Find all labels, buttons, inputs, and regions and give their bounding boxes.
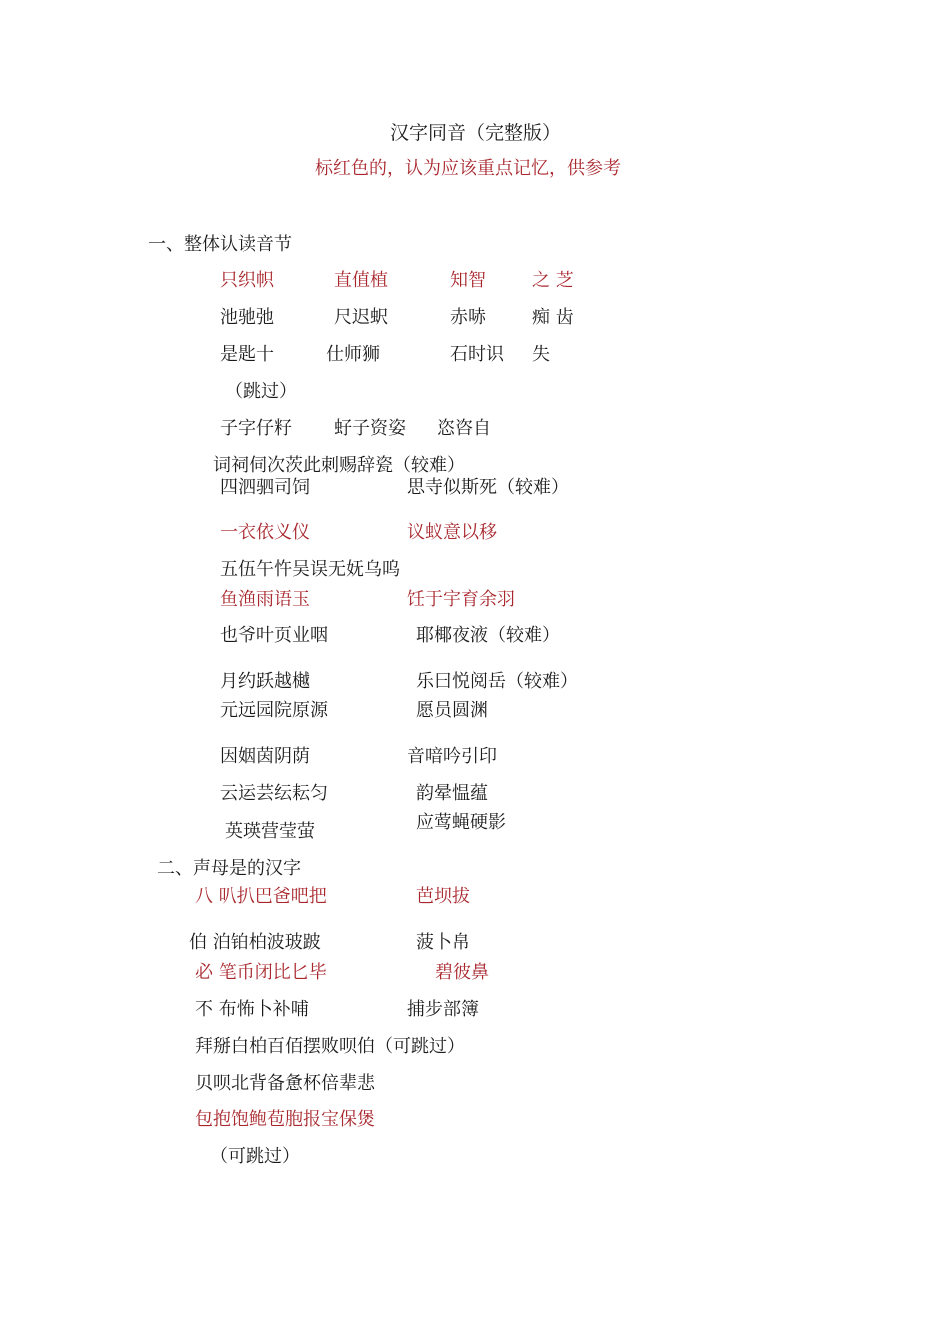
page-subtitle: 标红色的，认为应该重点记忆，供参考: [315, 158, 621, 179]
text-line: 芭坝拔: [416, 886, 470, 907]
text-line: （可跳过）: [210, 1146, 300, 1167]
text-line: 必 笔币闭比匕毕: [195, 962, 327, 983]
text-line: 因姻茵阴荫: [220, 746, 310, 767]
text-line: 八 叭扒巴爸吧把: [195, 886, 327, 907]
text-line: 知智: [450, 270, 486, 291]
text-line: 耶椰夜液（较难）: [416, 625, 560, 646]
text-line: 包抱饱鲍苞胞报宝保煲: [195, 1109, 375, 1130]
text-line: 五伍午忤吴误无妩乌呜: [220, 559, 400, 580]
section-heading-1: 一、整体认读音节: [148, 234, 292, 255]
text-line: 虸子资姿: [334, 418, 406, 439]
text-line: 尺迟蚇: [334, 307, 388, 328]
text-line: 碧彼鼻: [435, 962, 489, 983]
text-line: 直值植: [334, 270, 388, 291]
text-line: 议蚁意以移: [407, 522, 497, 543]
text-line: 四泗驷司饲: [220, 477, 310, 498]
page-title: 汉字同音（完整版）: [390, 122, 562, 144]
text-line: 失: [532, 344, 550, 365]
text-line: 元远园院原源: [220, 700, 328, 721]
text-line: 韵晕愠蕴: [416, 783, 488, 804]
text-line: 英瑛营莹萤: [225, 821, 315, 842]
text-line: 石时识: [450, 344, 504, 365]
text-line: 词祠伺次茨此刺赐辞瓷（较难）: [213, 455, 465, 476]
text-line: 不 布怖卜补哺: [195, 999, 309, 1020]
text-line: 之 芝: [532, 270, 574, 291]
text-line: （跳过）: [225, 381, 297, 402]
text-line: 赤哧: [450, 307, 486, 328]
text-line: 音喑吟引印: [407, 746, 497, 767]
text-line: 恣咨自: [437, 418, 491, 439]
text-line: 池驰弛: [220, 307, 274, 328]
text-line: 是匙十: [220, 344, 274, 365]
text-line: 乐曰悦阅岳（较难）: [416, 671, 578, 692]
text-line: 愿员圆渊: [416, 700, 488, 721]
text-line: 只织帜: [220, 270, 274, 291]
text-line: 菠卜帛: [416, 932, 470, 953]
text-line: 拜掰白柏百佰摆败呗伯（可跳过）: [195, 1036, 465, 1057]
text-line: 月约跃越樾: [220, 671, 310, 692]
section-heading-2: 二、声母是的汉字: [157, 858, 301, 879]
text-line: 痴 齿: [532, 307, 574, 328]
text-line: 云运芸纭耘匀: [220, 783, 328, 804]
text-line: 贝呗北背备惫杯倍辈悲: [195, 1073, 375, 1094]
text-line: 仕师狮: [326, 344, 380, 365]
text-line: 饪于宇育余羽: [407, 589, 515, 610]
text-line: 思寺似斯死（较难）: [407, 477, 569, 498]
text-line: 伯 泊铂柏波玻跛: [189, 932, 321, 953]
text-line: 子字仔籽: [220, 418, 292, 439]
text-line: 鱼渔雨语玉: [220, 589, 310, 610]
text-line: 捕步部簿: [407, 999, 479, 1020]
text-line: 也爷叶页业咽: [220, 625, 328, 646]
text-line: 一衣依义仪: [220, 522, 310, 543]
text-line: 应莺蝇硬影: [416, 812, 506, 833]
